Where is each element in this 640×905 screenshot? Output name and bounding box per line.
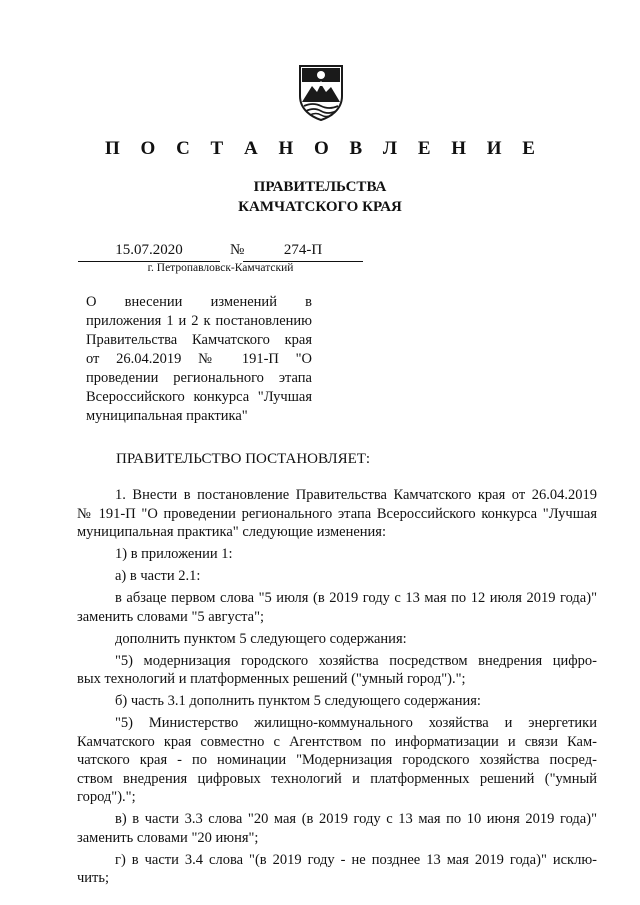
- body-line: 1) в приложении 1:: [115, 546, 233, 562]
- body-line: 1. Внести в постановление Правительства Камчатского края от 26.04.2019: [115, 487, 597, 503]
- body-line: ством внедрения цифровых технологий и платформенных решений ("умный: [77, 770, 597, 787]
- issuer-title: [0, 177, 640, 217]
- number-sign: №: [230, 242, 245, 258]
- body-line: чатского края - по номинации "Модернизация городского хозяйства посред-: [77, 752, 597, 768]
- body-line: муниципальная практика" следующие изменения:: [77, 524, 386, 540]
- issuer-line-1: ПРАВИТЕЛЬСТВА: [253, 179, 387, 195]
- kamchatka-coat-of-arms-icon: [296, 62, 346, 122]
- subject-line: от 26.04.2019 № 191-П "О: [86, 351, 312, 367]
- body-line: № 191-П "О проведении регионального этапа Всероссийского конкурса "Лучшая: [77, 505, 597, 522]
- subject-line: О внесении изменений в: [86, 294, 312, 310]
- body-line: дополнить пунктом 5 следующего содержания:: [115, 630, 407, 647]
- subject-line: проведении регионального этапа: [86, 370, 312, 386]
- body-line: "5) Министерство жилищно-коммунального хозяйства и энергетики: [115, 715, 597, 731]
- subject-line: муниципальная практика": [86, 408, 248, 424]
- document-body: [77, 486, 597, 888]
- body-line: чить;: [77, 870, 110, 886]
- subject-line: Всероссийского конкурса "Лучшая: [86, 389, 312, 405]
- issuer-line-2: КАМЧАТСКОГО КРАЯ: [238, 199, 402, 215]
- document-number: 274-П: [243, 241, 363, 262]
- subject-line: Правительства Камчатского края: [86, 332, 312, 348]
- body-line: в) в части 3.3 слова "20 мая (в 2019 году с 13 мая по 10 июня 2019 года)": [115, 811, 597, 827]
- document-city: г. Петропавловск-Камчатский: [147, 262, 294, 274]
- body-line: а) в части 2.1:: [115, 568, 201, 584]
- body-line: б) часть 3.1 дополнить пунктом 5 следующего содержания:: [115, 693, 481, 709]
- body-line: г) в части 3.4 слова "(в 2019 году - не позднее 13 мая 2019 года)" исклю-: [115, 851, 597, 868]
- resolution-heading: ПРАВИТЕЛЬСТВО ПОСТАНОВЛЯЕТ:: [116, 451, 371, 467]
- body-line: город").";: [77, 789, 136, 805]
- body-line: Камчатского края совместно с Агентством по информатизации и связи Кам-: [77, 733, 597, 750]
- body-line: вых технологий и платформенных решений ("умный город").";: [77, 671, 466, 687]
- body-line: заменить словами "20 июня";: [77, 829, 259, 846]
- document-date: 15.07.2020: [78, 241, 220, 262]
- subject-line: приложения 1 и 2 к постановлению: [86, 313, 312, 329]
- body-line: "5) модернизация городского хозяйства посредством внедрения цифро-: [115, 652, 597, 669]
- body-line: заменить словами "5 августа";: [77, 608, 265, 625]
- body-line: в абзаце первом слова "5 июля (в 2019 году с 13 мая по 12 июля 2019 года)": [115, 590, 597, 606]
- document-type-title: П О С Т А Н О В Л Е Н И Е: [105, 138, 543, 159]
- document-subject: [86, 293, 312, 426]
